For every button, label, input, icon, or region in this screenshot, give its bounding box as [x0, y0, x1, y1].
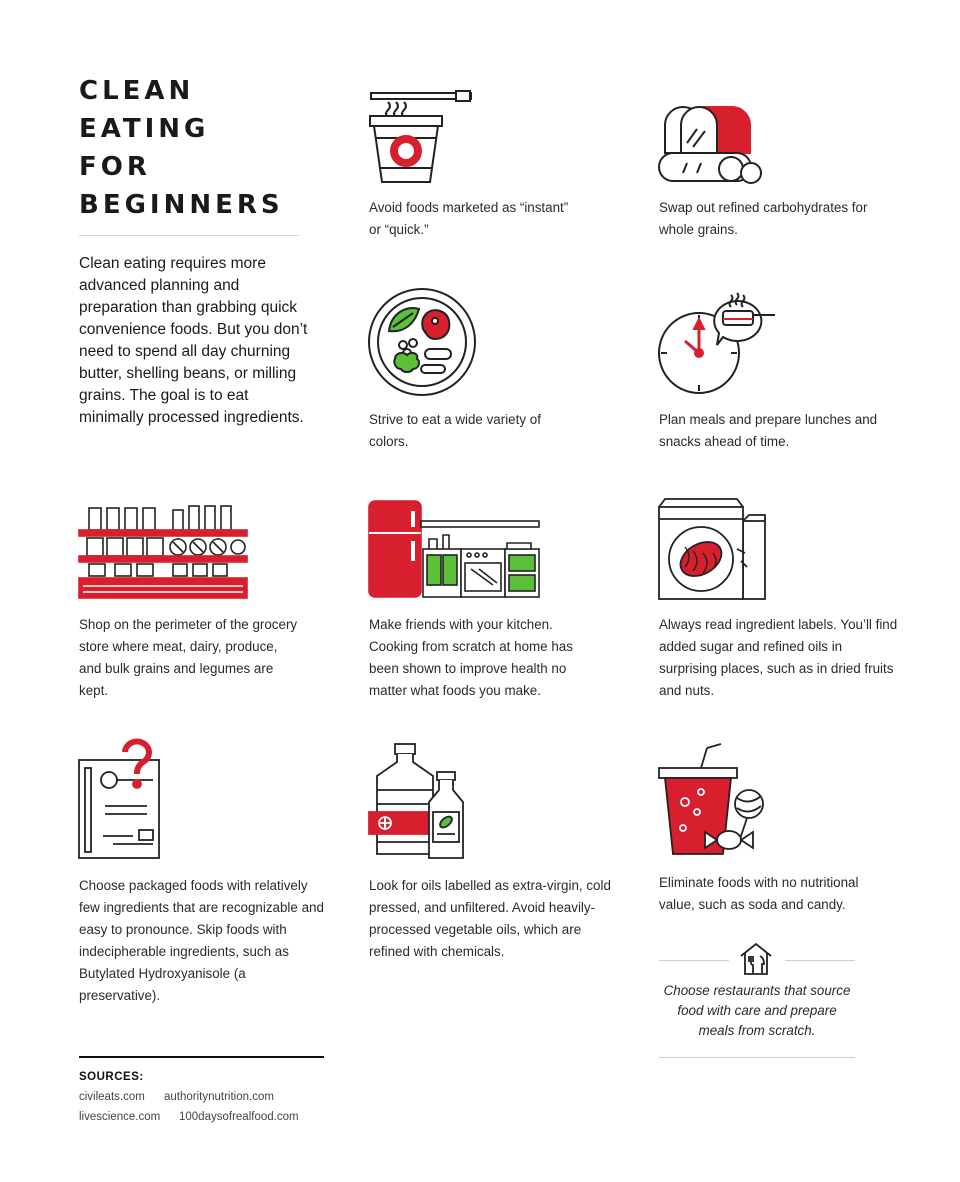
title-line: EATING [79, 114, 210, 144]
source-link[interactable]: civileats.com [79, 1091, 145, 1103]
page-title [79, 72, 284, 224]
tip-text: Avoid foods marketed as “instant” or “quick.” [369, 200, 569, 237]
sources-heading: SOURCES: [79, 1071, 144, 1083]
intro-paragraph: Clean eating requires more advanced planning and preparation than grabbing quick convenience foods. But you don’t need to spend all day churning butter, shelling beans, or milling grains. The goal is to eat minimally processed ingredients. [79, 255, 308, 426]
tip-text: Swap out refined carbohydrates for whole grains. [659, 200, 868, 237]
tip-text: Choose packaged foods with relatively few ingredients that are recognizable and easy to pronounce. Skip foods with indecipherable ingredients, such as Butylated Hydroxyanisole (a preservative). [79, 878, 324, 1003]
title-line: BEGINNERS [79, 190, 284, 220]
clock-lunchbox-icon [657, 285, 779, 395]
tip-text: Always read ingredient labels. You’ll find added sugar and refined oils in surprising places, such as in dried fruits and nuts. [659, 617, 898, 698]
source-link[interactable]: 100daysofrealfood.com [179, 1111, 299, 1123]
tip-text: Eliminate foods with no nutritional value, such as soda and candy. [659, 875, 859, 912]
mystery-package-icon [77, 738, 165, 860]
title-line: CLEAN [79, 76, 195, 106]
source-link[interactable]: livescience.com [79, 1111, 161, 1123]
tip-text: Make friends with your kitchen. Cooking from scratch at home has been shown to improve health no matter what foods you make. [369, 617, 573, 698]
tip-text: Shop on the perimeter of the grocery store where meat, dairy, produce, and bulk grains and legumes are kept. [79, 617, 298, 698]
title-line: FOR [79, 152, 151, 182]
source-link[interactable]: authoritynutrition.com [164, 1091, 274, 1103]
instant-noodle-cup-icon [368, 88, 474, 186]
kitchen-icon [367, 499, 541, 601]
tip-text: Strive to eat a wide variety of colors. [369, 412, 541, 449]
title-divider [79, 235, 299, 236]
restaurant-divider [659, 1057, 855, 1058]
colorful-plate-icon [367, 287, 477, 397]
tip-text: Look for oils labelled as extra-virgin, cold pressed, and unfiltered. Avoid heavily-processed vegetable oils, which are refined with chemicals. [369, 878, 611, 959]
restaurant-icon [738, 942, 774, 976]
restaurant-divider [785, 960, 855, 961]
restaurant-tip-text: Choose restaurants that source food with care and prepare meals from scratch. [663, 983, 851, 1038]
bread-loaf-icon [657, 103, 767, 185]
oil-bottles-icon [367, 742, 465, 860]
tip-text: Plan meals and prepare lunches and snacks ahead of time. [659, 412, 878, 449]
grocery-shelf-icon [77, 500, 249, 600]
sources-divider [79, 1056, 324, 1058]
restaurant-divider [659, 960, 729, 961]
nut-package-icon [657, 497, 769, 601]
soda-candy-icon [657, 742, 773, 858]
